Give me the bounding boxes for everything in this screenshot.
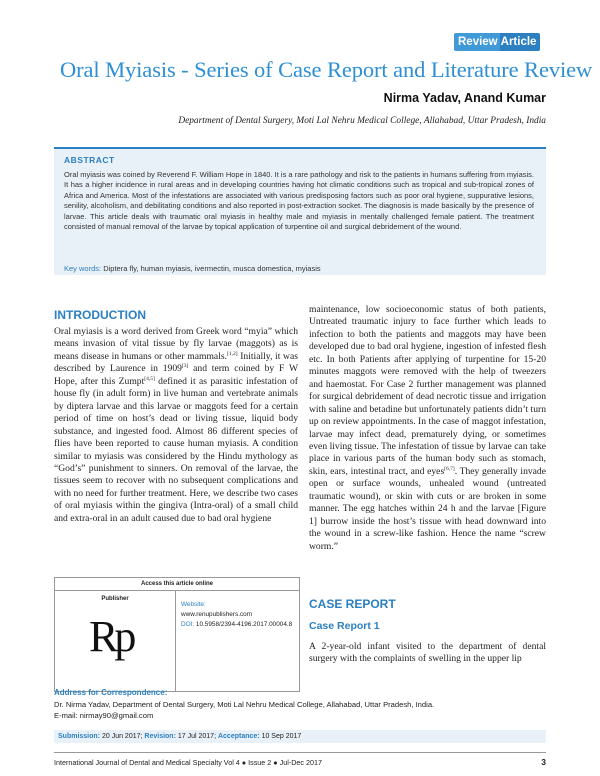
right-text-2: . They generally invade open or surface wounds, unhealed wound (untreated traumatic wound), or skin with cuts or are broken in some manner. The egg hatches within 24 h and the larvae [Figure 1] burrow inside the host’s tissue with head downward into the wound in a screw-like fashion. Hence the name “screw worm.” [309,465,546,552]
submission-label: Submission: [58,733,101,740]
case-1-text: A 2-year-old infant visited to the department of dental surgery with the complaints of swelling in the upper lip [309,641,546,665]
footer-divider [54,752,546,753]
article-title: Oral Myiasis - Series of Case Report and Literature Review [60,57,593,82]
badge-article: Article [500,33,541,51]
ref-3: [4,5] [144,375,155,382]
publisher-logo: Rp [89,612,133,661]
right-text-1: maintenance, low socioeconomic status of both patients, Untreated traumatic injury to face further which leads to infection to both the patients and maggots may have been developed due to bad oral hygiene, ingestion of infested flesh etc. In both Patients after applying of turpentine for 15-20 minutes maggots were removed with the help of tweezers and haemostat. For Case 2 further management was planned for surgical debridement of dead necrotic tissue and irrigation with saline and betadine but unfortunately patients didn’t turn up on review appointments. In the case of maggot infestation, larvae may infect dead, prematurely dying, or sometimes even living tissue. The infestation of tissue by larvae can take place in various parts of the human body such as stomach, skin, ears, intestinal tract, and eyes [309,304,546,477]
correspondence-address: Dr. Nirma Yadav, Department of Dental Surgery, Moti Lal Nehru Medical College, Allahabad, Uttar Pradesh, India. [54,700,435,709]
access-online-box [54,577,300,692]
intro-text-3: and term coined by F W Hope, after this Zumpt [54,363,298,387]
abstract-text: Oral myiasis was coined by Reverend F. William Hope in 1840. It is a rare pathology and risk to the patients in humans suffering from myiasis. It has a higher incidence in rural areas and in developing countries having hot climatic conditions such as tropical and sub-tropical zones of Africa and America. Most of the infestations are associated with various predisposing factors such as poor oral hygiene, suppurative lesions, senility, alcoholism, and debilitating conditions and also reported in post-extraction socket. The diagnosis is made basically by the presence of larvae. This article deals with traumatic oral myiasis in healthy male and myiasis in mentally challenged female patient. The treatment consisted of manual removal of the larvae by topical application of turpentine oil and surgical debridement of the wound. [64,170,534,232]
case-report-1-heading: Case Report 1 [309,620,380,632]
affiliation: Department of Dental Surgery, Moti Lal Nehru Medical College, Allahabad, Uttar Pradesh, India [178,116,546,126]
revision-label: Revision: [144,733,176,740]
website-label: Website: [181,601,206,608]
website-link[interactable]: www.renupublishers.com [181,611,253,618]
correspondence-text [54,700,434,721]
intro-text-1: Oral myiasis is a word derived from Greek word “myia” which means invasion of vital tissue by fly larvae (maggots) as is means disease in humans or other mammals. [54,326,298,362]
doi-value[interactable]: 10.5958/2394-4196.2017.00004.8 [195,621,293,628]
revision-date: 17 Jul 2017; [177,733,217,740]
access-details [181,600,292,630]
badge-review: Review [454,33,500,51]
keywords [64,264,321,273]
doi-label: DOI: [181,621,195,628]
keywords-label: Key words: [64,264,102,273]
intro-text-2: Initially, it was described by Laurence in 1909 [54,350,298,375]
correspondence-label: Address for Correspondence: [54,688,168,697]
ref-1: [1,2] [227,350,238,357]
submission-date: 20 Jun 2017; [101,733,143,740]
publisher-panel [55,591,176,691]
publisher-label: Publisher [101,596,129,602]
journal-footer: International Journal of Dental and Medical Specialty Vol 4 ● Issue 2 ● Jul-Dec 2017 [54,758,322,767]
access-heading: Access this article online [55,578,299,591]
intro-text-4: defined it as parasitic infestation of house fly (in adult form) in live human and vertebrate animals by diptera larvae and this larvae or maggots feed for a certain period of time on host’s dead or living tissue, liquid body substance, and ingested food. Almost 86 different species of flies have been reported to cause human myiasis. A condition similar to myiasis was considered by the Hindu mythology as “God’s” punishment to sinners. On removal of the larvae, the tissues seem to recover with no subsequent complications and with no need for further treatment. Here, we describe two cases of oral myiasis within the gingiva (Intra-oral) of a small child and extra-oral in an adult caused due to bad oral hygiene [54,375,299,524]
right-column-paragraph [309,304,546,553]
abstract-heading: ABSTRACT [64,155,115,165]
ref-6-7: [6,7] [444,465,455,472]
keywords-text: Diptera fly, human myiasis, ivermectin, musca domestica, myiasis [103,264,321,273]
page-number: 3 [541,757,546,767]
acceptance-date: 10 Sep 2017 [261,733,302,740]
correspondence-email[interactable]: E-mail: nirmay90@gmail.com [54,710,154,720]
introduction-heading: INTRODUCTION [54,308,146,322]
dates-bar [54,730,546,743]
abstract-box [54,147,546,275]
ref-2: [3] [181,363,189,370]
authors: Nirma Yadav, Anand Kumar [383,91,546,105]
article-type-badge [454,33,540,51]
case-report-heading: CASE REPORT [309,597,396,611]
intro-paragraph [54,326,298,525]
acceptance-label: Acceptance: [217,733,260,740]
